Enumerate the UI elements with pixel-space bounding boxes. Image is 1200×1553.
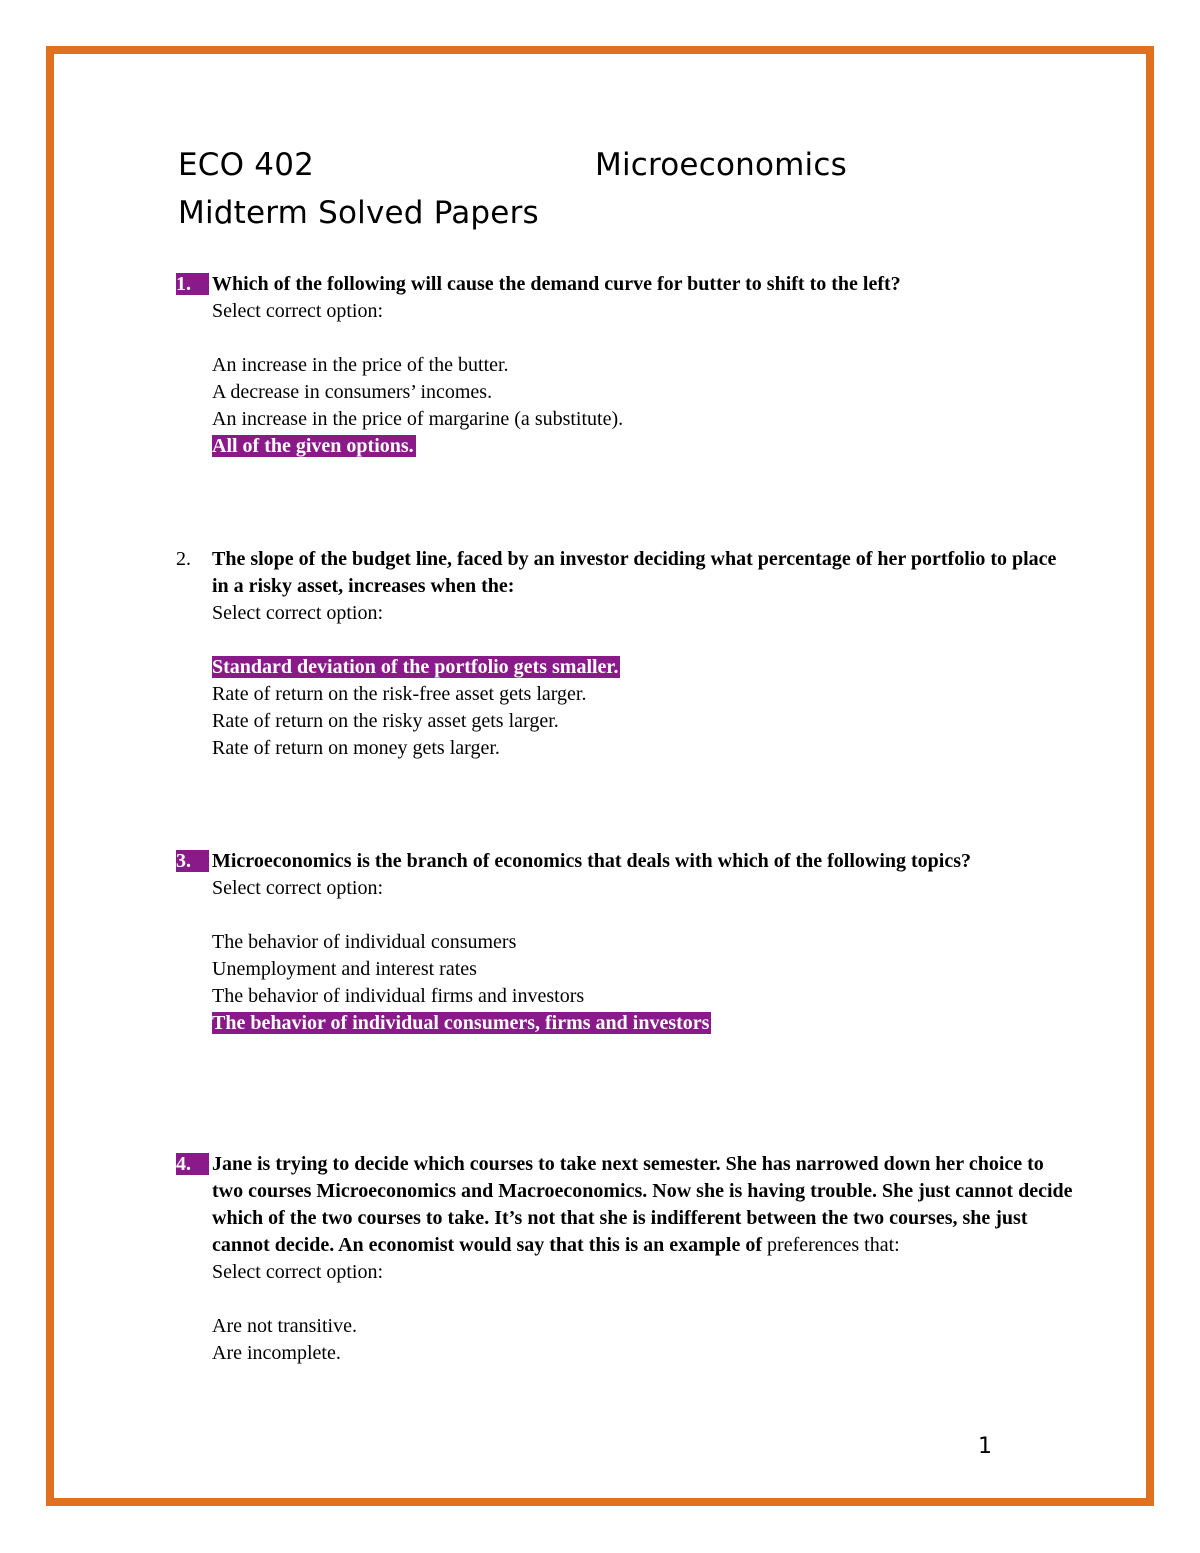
correct-answer-option: All of the given options. <box>212 435 414 457</box>
answer-option: Rate of return on the risky asset gets larger. <box>212 710 559 732</box>
select-prompt: Select correct option: <box>212 602 384 624</box>
question-text: Microeconomics is the branch of economics that deals with which of the following topics? <box>212 850 972 872</box>
answer-option: Are incomplete. <box>212 1342 341 1364</box>
answer-option: Rate of return on the risk-free asset gets larger. <box>212 683 587 705</box>
select-prompt: Select correct option: <box>212 1261 384 1283</box>
correct-answer-option: The behavior of individual consumers, firms and investors <box>212 1012 710 1034</box>
question-2 <box>176 546 1076 762</box>
select-prompt: Select correct option: <box>212 877 384 899</box>
page-number: 1 <box>978 1434 992 1459</box>
question-number: 3. <box>176 848 212 875</box>
question-text-tail: preferences that: <box>767 1234 900 1256</box>
answer-option: Rate of return on money gets larger. <box>212 737 500 759</box>
answer-option: The behavior of individual consumers <box>212 931 517 953</box>
question-text: Jane is trying to decide which courses to take next semester. She has narrowed down her choice to two courses Microeconomics and Macroeconomics. Now she is having trouble. She just cannot decide which of the two courses to take. It’s not that she is indifferent between the two courses, she just cannot decide. An economist would say that this is an example of preferences that: <box>212 1153 1073 1256</box>
question-4 <box>176 1151 1076 1367</box>
question-number: 4. <box>176 1151 212 1178</box>
answer-option: Unemployment and interest rates <box>212 958 477 980</box>
answer-option: An increase in the price of the butter. <box>212 354 509 376</box>
correct-answer-option: Standard deviation of the portfolio gets smaller. <box>212 656 619 678</box>
answer-option: The behavior of individual firms and investors <box>212 985 585 1007</box>
answer-option: Are not transitive. <box>212 1315 357 1337</box>
answer-option: A decrease in consumers’ incomes. <box>212 381 493 403</box>
question-number: 2. <box>176 548 191 570</box>
question-number: 1. <box>176 271 212 298</box>
course-name: Microeconomics <box>595 147 847 183</box>
course-code: ECO 402 <box>178 147 315 183</box>
document-title: Midterm Solved Papers <box>178 195 539 231</box>
question-text: Which of the following will cause the demand curve for butter to shift to the left? <box>212 273 901 295</box>
select-prompt: Select correct option: <box>212 300 384 322</box>
question-3 <box>176 848 1076 1037</box>
question-text: The slope of the budget line, faced by an investor deciding what percentage of her portfolio to place in a risky asset, increases when the: <box>212 548 1057 597</box>
answer-option: An increase in the price of margarine (a substitute). <box>212 408 624 430</box>
question-1 <box>176 271 1076 460</box>
